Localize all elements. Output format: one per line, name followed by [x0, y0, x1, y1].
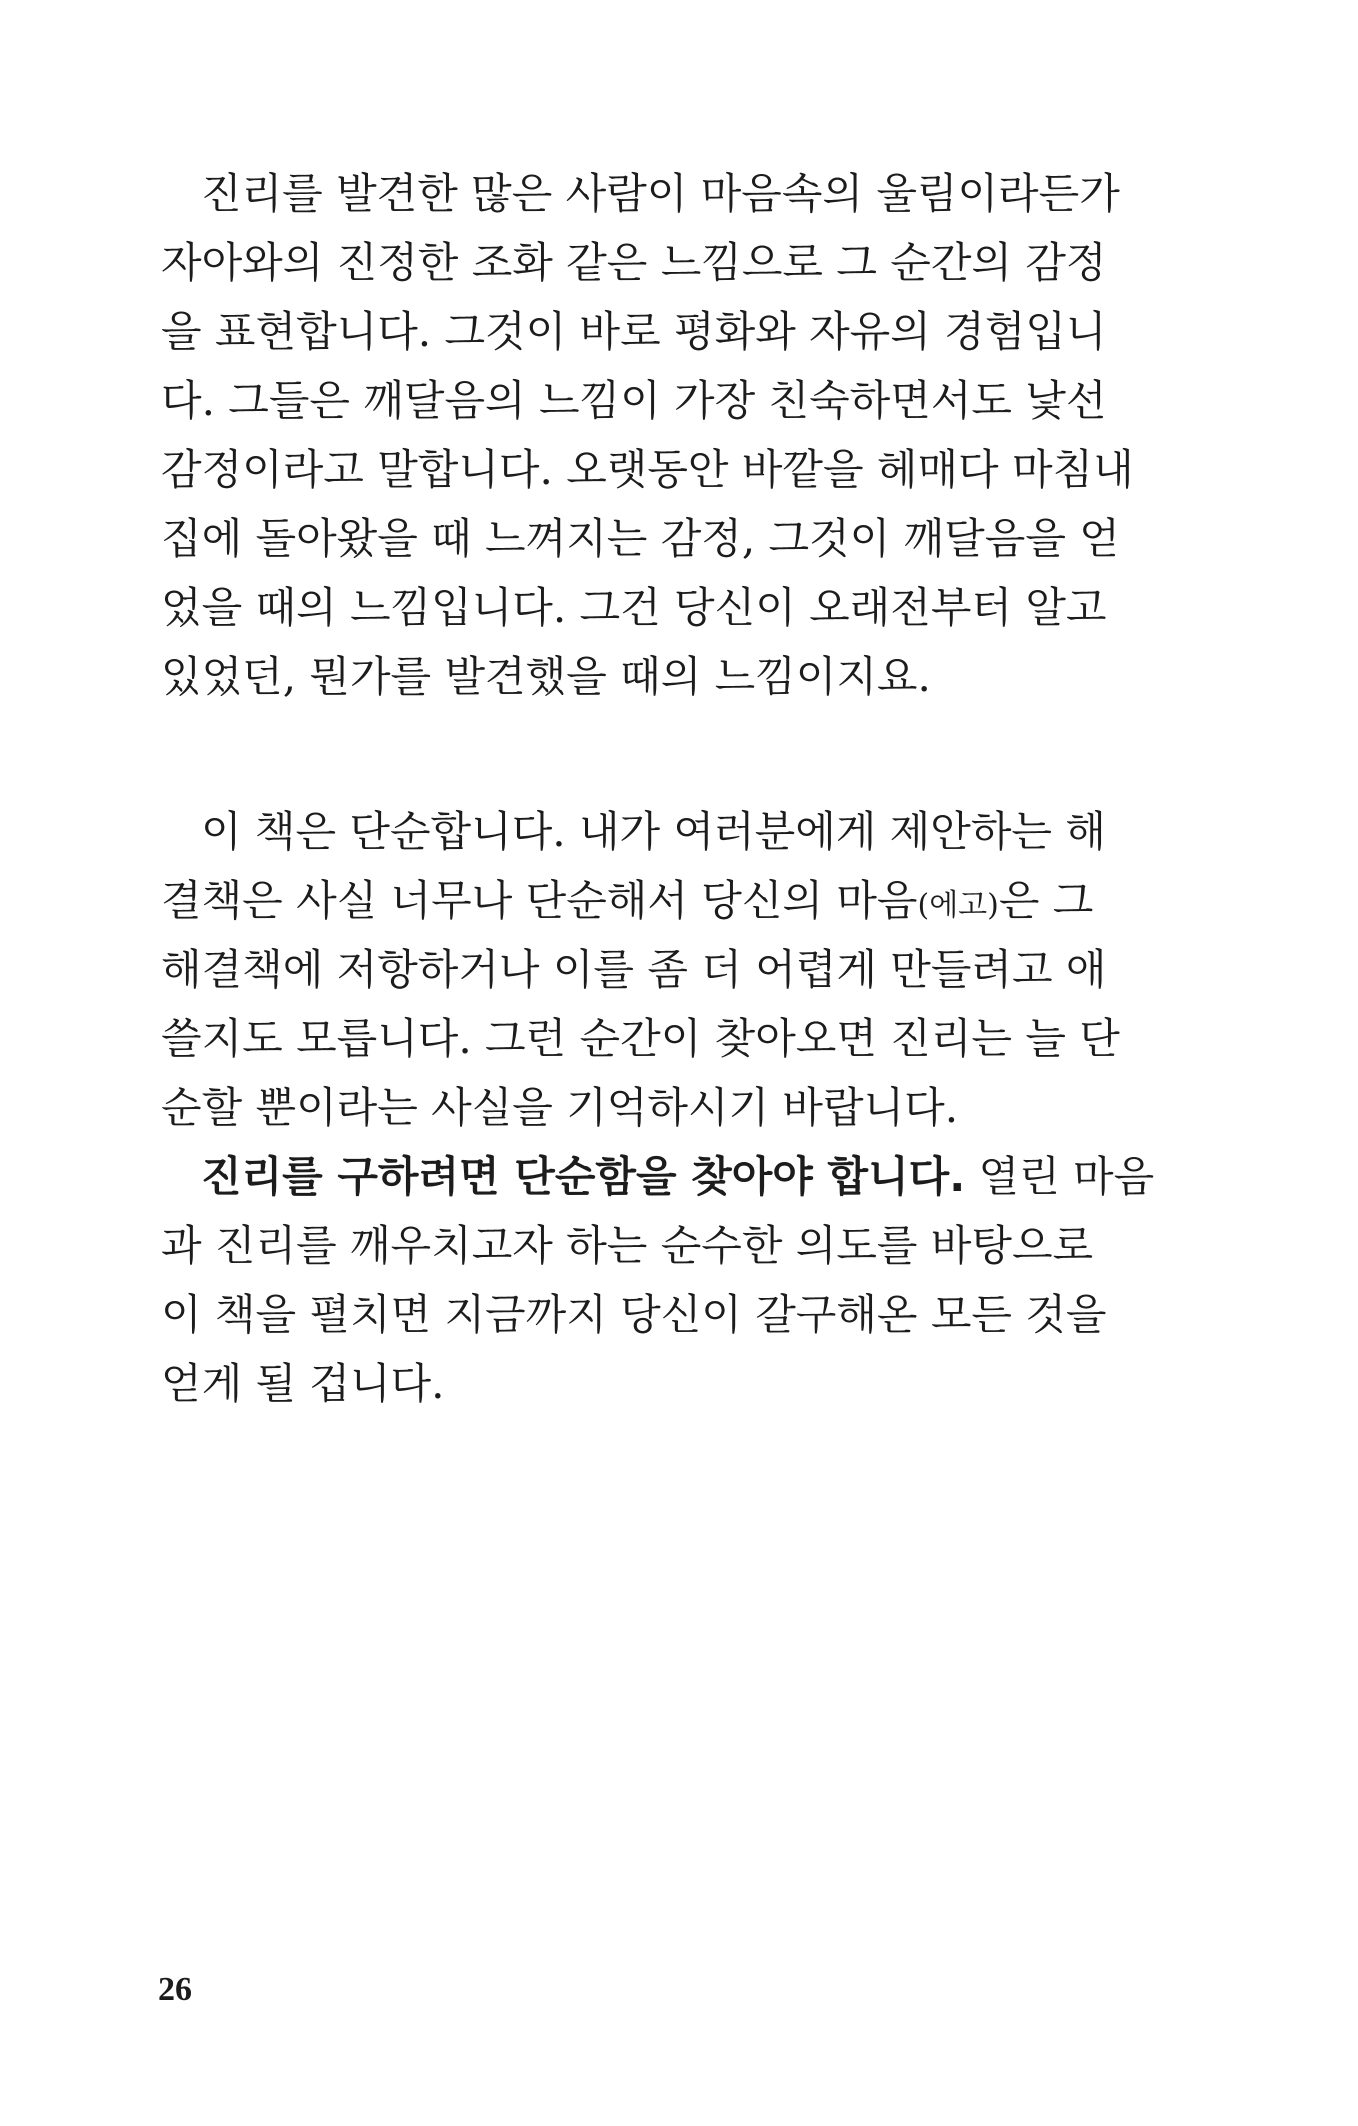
ego-annotation: (에고) — [917, 888, 999, 923]
text-line: 을 표현합니다. 그것이 바로 평화와 자유의 경험입니 — [161, 307, 1107, 356]
text-line: 이 책을 펼치면 지금까지 당신이 갈구해온 모든 것을 — [161, 1290, 1107, 1339]
page-number: 26 — [158, 1971, 192, 2008]
text-line — [161, 871, 1094, 931]
text-line: 진리를 발견한 많은 사람이 마음속의 울림이라든가 — [201, 169, 1120, 218]
text-line: 해결책에 저항하거나 이를 좀 더 어렵게 만들려고 애 — [161, 945, 1107, 994]
text-line: 있었던, 뭔가를 발견했을 때의 느낌이지요. — [161, 652, 931, 701]
text-line: 얻게 될 겁니다. — [161, 1359, 445, 1408]
text-segment: 은 그 — [998, 876, 1094, 925]
text-line: 순할 뿐이라는 사실을 기억하시기 바랍니다. — [161, 1083, 959, 1132]
text-segment: 열린 마음 — [965, 1152, 1155, 1201]
text-line: 과 진리를 깨우치고자 하는 순수한 의도를 바탕으로 — [161, 1221, 1094, 1270]
text-line — [161, 1147, 1155, 1207]
text-line: 감정이라고 말합니다. 오랫동안 바깥을 헤매다 마침내 — [161, 445, 1134, 494]
text-line: 다. 그들은 깨달음의 느낌이 가장 친숙하면서도 낯선 — [161, 376, 1107, 425]
text-line: 쓸지도 모릅니다. 그런 순간이 찾아오면 진리는 늘 단 — [161, 1014, 1120, 1063]
emphasis-text: 진리를 구하려면 단순함을 찾아야 합니다. — [201, 1152, 966, 1201]
text-line: 자아와의 진정한 조화 같은 느낌으로 그 순간의 감정 — [161, 238, 1107, 287]
text-line: 었을 때의 느낌입니다. 그건 당신이 오래전부터 알고 — [161, 583, 1107, 632]
text-line: 집에 돌아왔을 때 느껴지는 감정, 그것이 깨달음을 얻 — [161, 514, 1120, 563]
text-segment: 결책은 사실 너무나 단순해서 당신의 마음 — [161, 876, 918, 925]
text-line: 이 책은 단순합니다. 내가 여러분에게 제안하는 해 — [201, 807, 1106, 856]
